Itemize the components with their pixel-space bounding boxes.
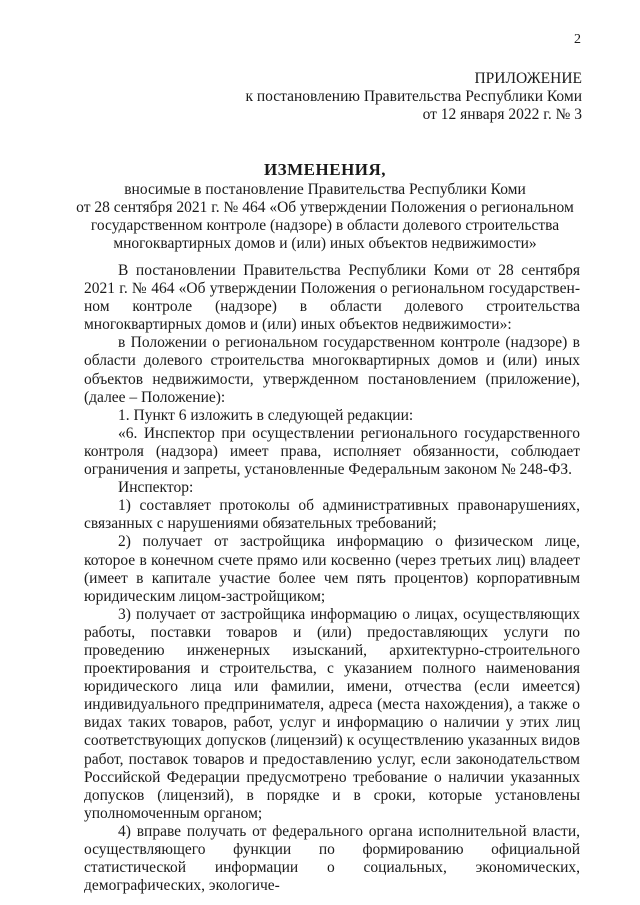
paragraph-item-1: 1. Пункт 6 изложить в следующей редакции: [118, 406, 414, 424]
page-number: 2 [574, 32, 581, 47]
paragraph-subitem-2: 2) получает от застройщика информацию о физическом лице, которое в конечном счете прямо или косвенно (через третьих лиц) владеет (имеет в капитале участие более чем пять процентов) корпоративным юридическим лицом-застройщиком; [84, 533, 580, 605]
document-heading [70, 160, 580, 253]
appendix-line-2: от 12 января 2022 г. № 3 [422, 106, 582, 123]
paragraph-subitem-1: 1) составляет протоколы об административных правонарушениях, связанных с нарушениями обязательных требований; [84, 497, 580, 533]
heading-line-4: многоквартирных домов и (или) иных объектов недвижимости» [113, 235, 537, 252]
paragraph-subitem-3: 3) получает от застройщика информацию о лицах, осуществляющих работы, поставки товаров и (или) предоставляющих услуги по проведению инженерных изысканий, архитектурно-строительного проектирования и строительства, с указанием полного наименования юридического лица или фамилии, имени, отчества (если имеется) индивидуального предпринимателя, адреса (места нахождения), а также о видах таких товаров, работ, услуг и информацию о наличии у этих лиц соответствующих допусков (лицензий) к осуществлению указанных видов работ, поставок товаров и предоставлению услуг, если законодательством Российской Федерации предусмотрено требование о наличии указанных допусков (лицензий), в порядке и в сроки, которые установлены уполномоченным органом; [84, 605, 580, 822]
paragraph-point-6: «6. Инспектор при осуществлении регионального государственного контроля (надзора) имеет права, исполняет обязанности, соблюдает ограничения и запреты, установленные Федеральным законом № 248-ФЗ. [84, 424, 580, 479]
heading-title: ИЗМЕНЕНИЯ, [263, 160, 387, 179]
heading-line-2: от 28 сентября 2021 г. № 464 «Об утверждении Положения о региональном [76, 199, 574, 216]
paragraph-intro: В постановлении Правительства Республики Коми от 28 сентября 2021 г. № 464 «Об утверждении Положения о региональном государственном контроле (надзоре) в области долевого строительства многоквартирных домов и (или) иных объектов недвижимости»: [84, 262, 580, 334]
heading-line-3: государственном контроле (надзоре) в области долевого строительства [90, 217, 560, 234]
appendix-line-1: к постановлению Правительства Республики Коми [245, 88, 582, 105]
appendix-block [162, 70, 582, 124]
paragraph-inspector: Инспектор: [118, 479, 194, 497]
paragraph-regulation: в Положении о региональном государственном контроле (надзоре) в области долевого строительства многоквартирных домов и (или) иных объектов недвижимости, утвержденном постановлением (приложение), (далее – Положение): [84, 334, 580, 406]
appendix-title: ПРИЛОЖЕНИЕ [474, 70, 582, 87]
heading-line-1: вносимые в постановление Правительства Республики Коми [124, 181, 526, 198]
paragraph-subitem-4: 4) вправе получать от федерального органа исполнительной власти, осуществляющего функции по формированию официальной статистической информации о социальных, экономических, демографических, экологиче- [84, 822, 580, 895]
document-body [84, 262, 580, 895]
